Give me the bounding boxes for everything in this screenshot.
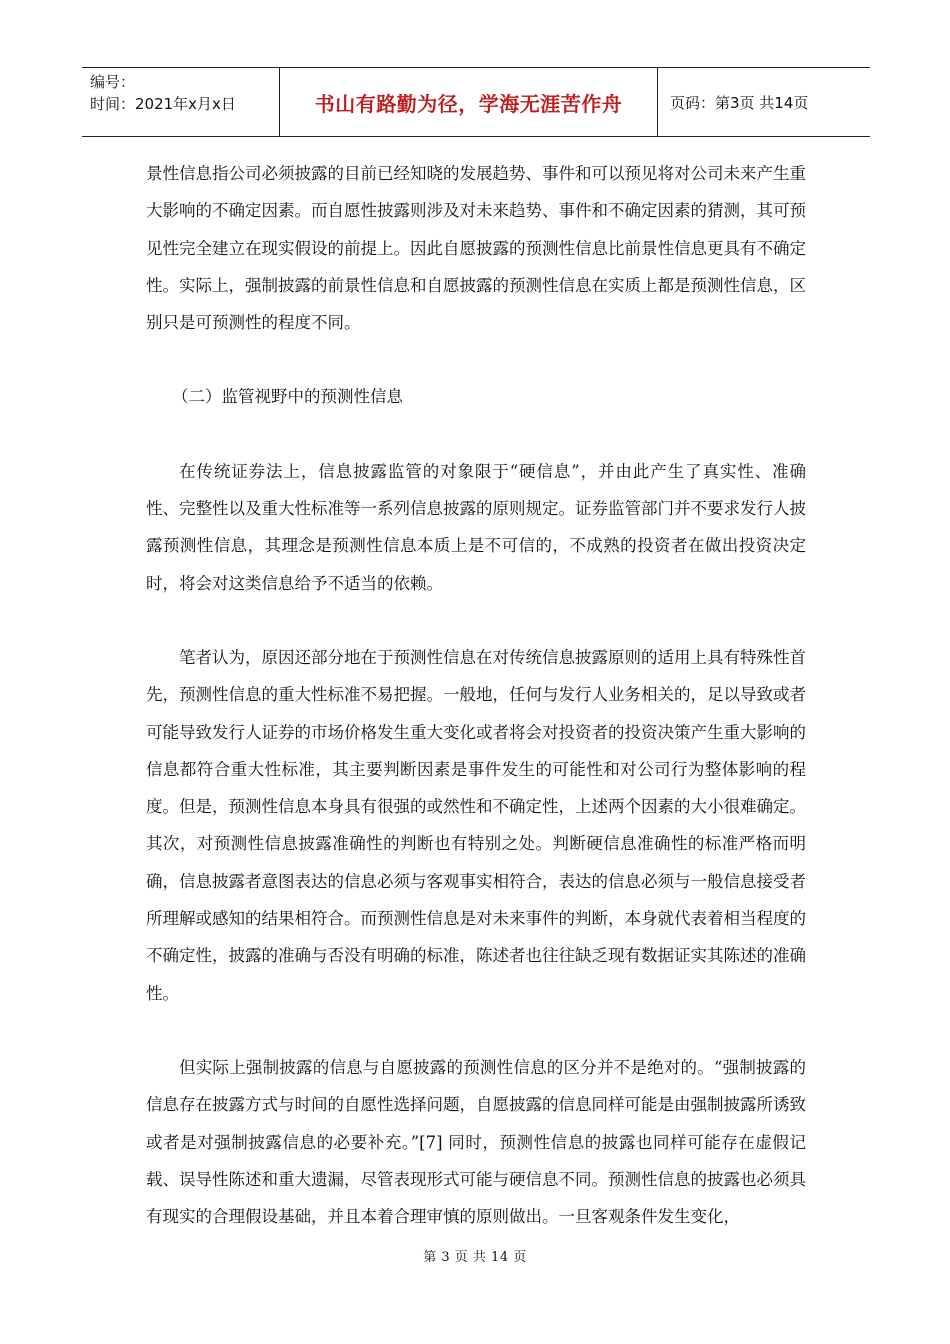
paragraph-spacer [146, 1012, 806, 1049]
page-header [82, 67, 870, 137]
document-time-label: 时间：2021年x月x日 [90, 95, 236, 113]
paragraph: 笔者认为，原因还部分地在于预测性信息在对传统信息披露原则的适用上具有特殊性首先，预测性信息的重大性标准不易把握。一般地，任何与发行人业务相关的，足以导致或者可能导致发行人证券的市场价格发生重大变化或者将会对投资者的投资决策产生重大影响的信息都符合重大性标准，其主要判断因素是事件发生的可能性和对公司行为整体影响的程度。但是，预测性信息本身具有很强的或然性和不确定性，上述两个因素的大小很难确定。其次，对预测性信息披露准确性的判断也有特别之处。判断硬信息准确性的标准严格而明确，信息披露者意图表达的信息必须与客观事实相符合，表达的信息必须与一般信息接受者所理解或感知的结果相符合。而预测性信息是对未来事件的判断，本身就代表着相当程度的不确定性，披露的准确与否没有明确的标准，陈述者也往往缺乏现有数据证实其陈述的准确性。 [146, 647, 806, 1003]
paragraph-spacer [146, 341, 806, 378]
header-meta-cell [82, 68, 280, 136]
header-page-indicator: 页码：第3页 共14页 [670, 93, 809, 112]
document-body [146, 155, 806, 1235]
paragraph-spacer [146, 602, 806, 639]
header-motto: 书山有路勤为径，学海无涯苦作舟 [280, 68, 658, 136]
paragraph: 在传统证券法上，信息披露监管的对象限于“硬信息”，并由此产生了真实性、准确性、完整性以及重大性标准等一系列信息披露的原则规定。证券监管部门并不要求发行人披露预测性信息，其理念是预测性信息本质上是不可信的，不成熟的投资者在做出投资决定时，将会对这类信息给予不适当的依赖。 [146, 461, 806, 593]
section-heading: （二）监管视野中的预测性信息 [172, 387, 403, 407]
paragraph: 但实际上强制披露的信息与自愿披露的预测性信息的区分并不是绝对的。“强制披露的信息存在披露方式与时间的自愿性选择问题，自愿披露的信息同样可能是由强制披露所诱致或者是对强制披露信息的必要补充。”[7] 同时，预测性信息的披露也同样可能存在虚假记载、误导性陈述和重大遗漏，尽管表现形式可能与硬信息不同。预测性信息的披露也必须具有现实的合理假设基础，并且本着合理审慎的原则做出。一旦客观条件发生变化， [146, 1057, 806, 1227]
document-number-label: 编号： [90, 73, 136, 91]
paragraph-spacer [146, 416, 806, 453]
paragraph-continued: 景性信息指公司必须披露的目前已经知晓的发展趋势、事件和可以预见将对公司未来产生重大影响的不确定因素。而自愿性披露则涉及对未来趋势、事件和不确定因素的猜测，其可预见性完全建立在现实假设的前提上。因此自愿披露的预测性信息比前景性信息更具有不确定性。实际上，强制披露的前景性信息和自愿披露的预测性信息在实质上都是预测性信息，区别只是可预测性的程度不同。 [146, 164, 806, 333]
page-footer: 第 3 页 共 14 页 [423, 1250, 527, 1265]
